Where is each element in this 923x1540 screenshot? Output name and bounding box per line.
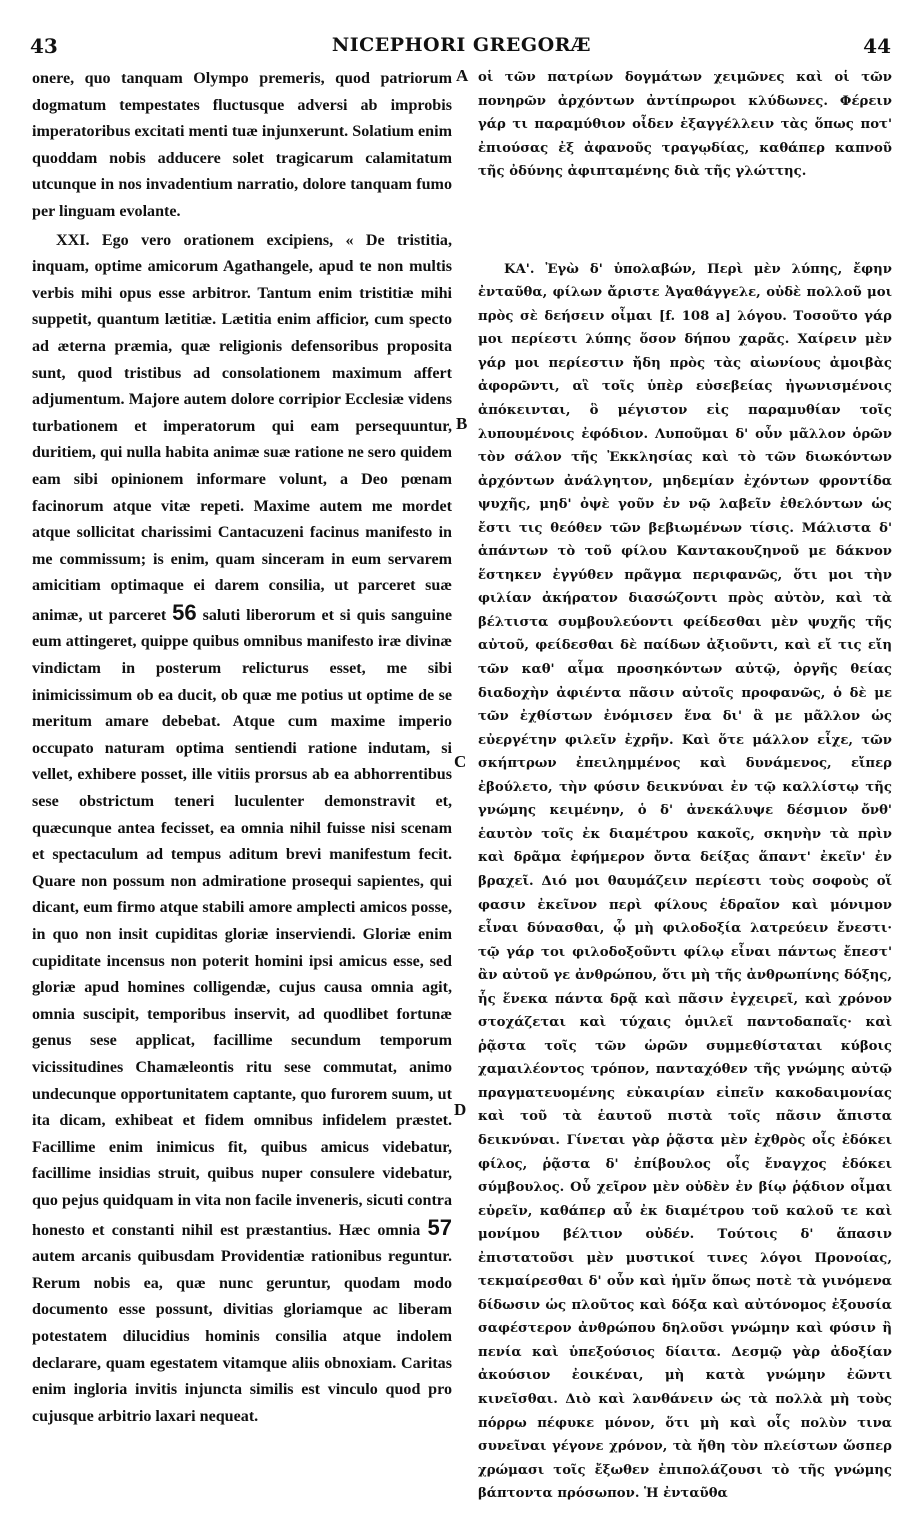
running-title: NICEPHORI GREGORÆ [331, 34, 592, 56]
greek-paragraph-2: ΚΑ'. Ἐγὼ δ' ὑπολαβών, Περὶ μὲν λύπης, ἔφην ἐνταῦθα, φίλων ἄριστε Ἀγαθάγγελε, οὐδὲ πολλοῦ μοι πρὸς σὲ δεήσειν οἶμαι [f. 108 a] λόγου. Τοσοῦτο γάρ μοι περίεστι λύπης ὅσον δήπου χαρᾶς. Χαίρειν μὲν γάρ μοι περίεστιν ἤδη πρὸς τὰς αἰωνίους ἀμοιβὰς ἀφορῶντι, αἳ τοῖς ὑπὲρ εὐσεβείας ἠγωνισμένοις ἀπόκεινται, ὃ μέγιστον εἰς παραμυθίαν τοῖς λυπουμένοις ἐφόδιον. Λυποῦμαι δ' οὖν μᾶλλον ὁρῶν τὸν σάλον τῆς Ἐκκλησίας καὶ τὸ τῶν διωκόντων ἀρχόντων ἀνάλγητον, μηδεμίαν ἐχόντων φροντίδα ψυχῆς, μηδ' ὀψὲ γοῦν ἐν νῷ λαβεῖν ἐθελόντων ὡς ἔστι τις θεόθεν τῶν βεβιωμένων τίσις. Μάλιστα δ' ἁπάντων τὸ τοῦ φίλου Καντακουζηνοῦ με δάκνον ἕστηκεν ἐγγύθεν πρᾶγμα περιφανῶς, ὅτι μοι τὴν φιλίαν ἀκήρατον διασώζοντι πρὸς αὐτὸν, καὶ τὰ βέλτιστα συμβουλεύοντι φείδεσθαι μὲν ψυχῆς τῆς αὐτοῦ, φείδεσθαι δὲ παίδων ἀξιοῦντι, καὶ εἴ τις εἴη τῶν καθ' αἷμα προσηκόντων αὐτῷ, ὀργῆς θείας διαδοχὴν ἀφιέντα πᾶσιν αὐτοῖς προφανῶς, ὁ δὲ με τῶν ἐχθίστων ἐνόμισεν ἕνα δι' ἃ με μᾶλλον ὡς εὐεργέτην φιλεῖν ἐχρῆν. Καὶ ὅτε μάλλον εἶχε, τῶν σκήπτρων ἐπειλημμένος καὶ δυνάμενος, εἴπερ ἐβούλετο, τὴν φύσιν δεικνύναι ἐν τῷ καλλίστῳ τῆς γνώμης κειμένην, ὁ δ' ἀνεκάλυψε δέσμιον ὄνθ' ἑαυτὸν τοῖς ἐκ διαμέτρου κακοῖς, σκηνὴν τὰ πρὶν καὶ δρᾶμα ἐφήμερον ὄντα δείξας ἅπαντ' ἐκεῖν' ἐν βραχεῖ. Διό μοι θαυμάζειν περίεστι τοὺς σοφοὺς οἵ φασιν ἐκεῖνον περὶ φίλους ἑδραῖον καὶ μόνιμον εἶναι δύνασθαι, ᾧ μὴ φιλοδοξία λατρεύειν ἔνεστι· τῷ γάρ τοι φιλοδοξοῦντι φίλῳ εἶναι πάντως ἔπεστ' ἂν αὐτοῦ γε ἀνθρώπου, ὅτι μὴ τῆς ἀνθρωπίνης δόξης, ἧς ἕνεκα πάντα δρᾷ καὶ πᾶσιν ἐγχειρεῖ, καὶ χρόνον στοχάζεται καὶ τύχαις ὁμιλεῖ παντοδαπαῖς· καὶ ῥᾷστα τοῖς τῶν ὡρῶν συμμεθίσταται κύβοις χαμαιλέοντος τρόπον, πανταχόθεν τῆς γνώμης αὐτῷ πραγματευομένης εὐκαιρίαν εἰπεῖν κακοδαιμονίας καὶ τοῦ τὰ ἑαυτοῦ πιστὰ τοῖς πᾶσιν ἄπιστα δεικνύναι. Γίνεται γὰρ ῥᾷστα μὲν ἐχθρὸς οἷς ἐδόκει φίλος, ῥᾷστα δ' ἐπίβουλος οἷς ἔναγχος ἐδόκει σύμβουλος. Οὗ χεῖρον μὲν οὐδὲν ἐν βίῳ ῥᾴδιον οἶμαι εὑρεῖν, καθάπερ αὖ ἐκ διαμέτρου τοῦ καλοῦ τε καὶ μονίμου βέλτιον οὐδέν. Τούτοις δ' ἅπασιν ἐπιστατοῦσι μὲν μυστικοί τινες λόγοι Προνοίας, τεκμαίρεσθαι δ' οὖν καὶ ἡμῖν ὅπως ποτὲ τὰ γινόμενα δίδωσιν ὡς πλοῦτος καὶ δόξα καὶ αὐτόνομος ἐξουσία σαφέστερον ἀνθρώπου δηλοῦσι γνώμην καὶ φύσιν ἢ πενία καὶ ὑπεξούσιος δίαιτα. Δεσμῷ γὰρ ἀδοξίαν ἀκούσιον ἐοικέναι, μὴ κατὰ γνώμην ἐῶντι κινεῖσθαι. Διὸ καὶ λανθάνειν ὡς τὰ πολλὰ μὴ τοὺς πόρρω πέφυκε μόνον, ὅτι μὴ καὶ οἷς πολὺν τινα συνεῖναι γέγονε χρόνον, τὰ ἤθη τὸν πλείστων ὥσπερ χρώμασι τοῖς ἔξωθεν ἐπιπολάζουσι τὸ τῆς γνώμης βάπτοντα πρόσωπον. Ἡ ἐνταῦθα [478, 261, 892, 1502]
latin-column [32, 66, 452, 1430]
page-number-left: 43 [30, 34, 58, 58]
margin-marker-a: A [456, 66, 469, 85]
greek-column [478, 66, 892, 1506]
latin-paragraph-1: onere, quo tanquam Olympo premeris, quod patriorum dogmatum tempestates fluctusque adversi ab improbis imperatoribus excitati menti tuæ injunxerunt. Solatium enim quoddam nobis adducere solet tragicarum calamitatum utcunque in nos invadentium narratio, dolore tanquam fumo per linguam evolante. [32, 70, 452, 220]
greek-paragraph-1: οἱ τῶν πατρίων δογμάτων χειμῶνες καὶ οἱ τῶν πονηρῶν ἀρχόντων ἀντίπρωροι κλύδωνες. Φέρειν γάρ τι παραμύθιον οἶδεν ἐξαγγέλλειν τὰς ὅπως ποτ' ἐπιούσας ἐξ ἀφανοῦς τραγῳδίας, καθάπερ καπνοῦ τῆς ὀδύνης ἀφιπταμένης διὰ τῆς γλώττης. [478, 70, 892, 180]
page-number-right: 44 [863, 34, 891, 58]
margin-marker-c: C [454, 752, 467, 771]
latin-paragraph-2-part-3: autem arcanis quibusdam Providentiæ rationibus reguntur. Rerum nobis ea, quæ nunc geruntur, quodam modo documento esse possunt, divitias gloriamque ac liberam potestatem dilucidius hominis consilia atque indolem declarare, quam egestatem vitamque aliis obnoxiam. Caritas enim ingloria invitis injuncta similis est vinculo quod pro cujusque arbitrio laxari nequeat. [32, 1248, 452, 1425]
latin-paragraph-2-part-1: XXI. Ego vero orationem excipiens, « De tristitia, inquam, optime amicorum Agathangele, apud te non multis verbis mihi opus esse arbitror. Tantum enim tristitiæ mihi suppetit, quantum lætitiæ. Lætitia enim afficior, cum specto ad æterna præmia, quæ religionis defensoribus proposita sunt, quod tristibus ad consolationem maximum affert adjumentum. Majore autem dolore corripior Ecclesiæ videns turbationem et imperatorum qui eam persequuntur, duritiem, qui nulla habita animæ suæ ratione ne sero quidem eam sibi opinionem informare volunt, a Deo pœnam facinorum atque vitæ repeti. Maxime autem me mordet atque sollicitat charissimi Cantacuzeni facinus manifesto in me commissum; is enim, quam sinceram in eum servarem amicitiam optimaque ei darem consilia, ut parceret suæ animæ, ut parceret [32, 231, 452, 624]
latin-paragraph-2-part-2: saluti liberorum et si quis sanguine eum attingeret, quippe quibus omnibus manifesto iræ divinæ vindictam in posterum relicturus esset, me sibi inimicissimum ob ea ducit, ob quæ me potius ut optime de se meritum amare debebat. Atque cum maxime imperio occupato naturam optima sentiendi ratione indutam, si vellet, exhibere posset, ille vitiis prorsus ab ea abhorrentibus sese obstrictum teneri luculenter demonstravit et, quæcunque antea fecisset, ea omnia nihil fuisse nisi scenam et spectaculum ad tempus aditum brevi manifestum fecit. Quare non possum non admiratione prosequi sapientes, qui dicant, eum firmo atque stabili amore amplecti amicos posse, in quo non insit cupiditas gloriæ inserviendi. Gloriæ enim cupiditate incensus non poterit homini ipsi amicus esse, sed gloriæ apud homines colligendæ, cujus causa omnia agit, omnia suscipit, temporibus inservit, ad quodlibet fortunæ genus sese applicat, facillime secundum temporum vicissitudines Chamæleontis ritu sese commutat, animo undecunque opportunitatem captante, quo furorem suum, ut ita dicam, exhibeat et fidem omnibus infidelem præstet. Facillime enim inimicus fit, quibus amicus videbatur, facillime insidias struit, quibus nuper consulere videbatur, quo pejus quidquam in vita non facile inveneris, sicuti contra honesto et constanti nihil est præstantius. Hæc omnia [32, 606, 453, 1239]
inline-page-number-57: 57 [427, 1214, 452, 1240]
margin-marker-d: D [454, 1100, 467, 1119]
margin-marker-b: B [456, 414, 468, 433]
latin-paragraph-2 [32, 228, 452, 1431]
inline-page-number-56: 56 [172, 599, 197, 625]
